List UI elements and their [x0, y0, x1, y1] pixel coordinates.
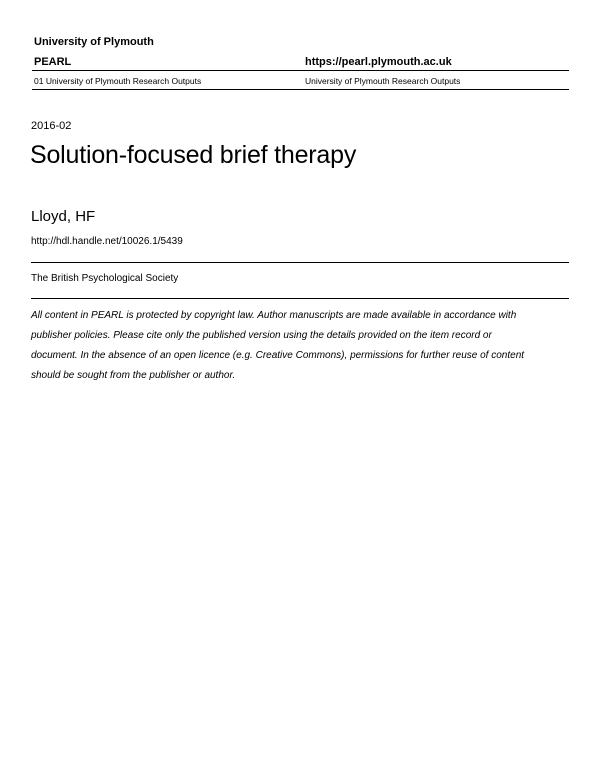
- institution-name: University of Plymouth: [34, 36, 154, 48]
- publisher-divider-top: [31, 262, 569, 263]
- copyright-notice-line: should be sought from the publisher or author.: [31, 370, 236, 381]
- copyright-notice: [31, 306, 576, 386]
- copyright-notice-line: All content in PEARL is protected by copyright law. Author manuscripts are made available in accordance with: [31, 310, 517, 321]
- parent-collection-name: University of Plymouth Research Outputs: [305, 76, 461, 86]
- repository-url-link[interactable]: https://pearl.plymouth.ac.uk: [305, 56, 452, 68]
- repository-name: PEARL: [34, 56, 72, 68]
- document-title: Solution-focused brief therapy: [30, 141, 357, 169]
- handle-link[interactable]: http://hdl.handle.net/10026.1/5439: [31, 236, 183, 247]
- publication-date: 2016-02: [31, 120, 72, 132]
- header-divider-bottom: [32, 89, 569, 90]
- publisher: The British Psychological Society: [31, 273, 179, 284]
- publisher-divider-bottom: [31, 298, 569, 299]
- copyright-notice-line: publisher policies. Please cite only the published version using the details provided on the item record or: [31, 330, 492, 341]
- author: Lloyd, HF: [31, 208, 96, 225]
- copyright-notice-line: document. In the absence of an open licence (e.g. Creative Commons), permissions for further reuse of content: [31, 350, 525, 361]
- collection-name: 01 University of Plymouth Research Outputs: [34, 76, 202, 86]
- header-divider-top: [32, 70, 569, 71]
